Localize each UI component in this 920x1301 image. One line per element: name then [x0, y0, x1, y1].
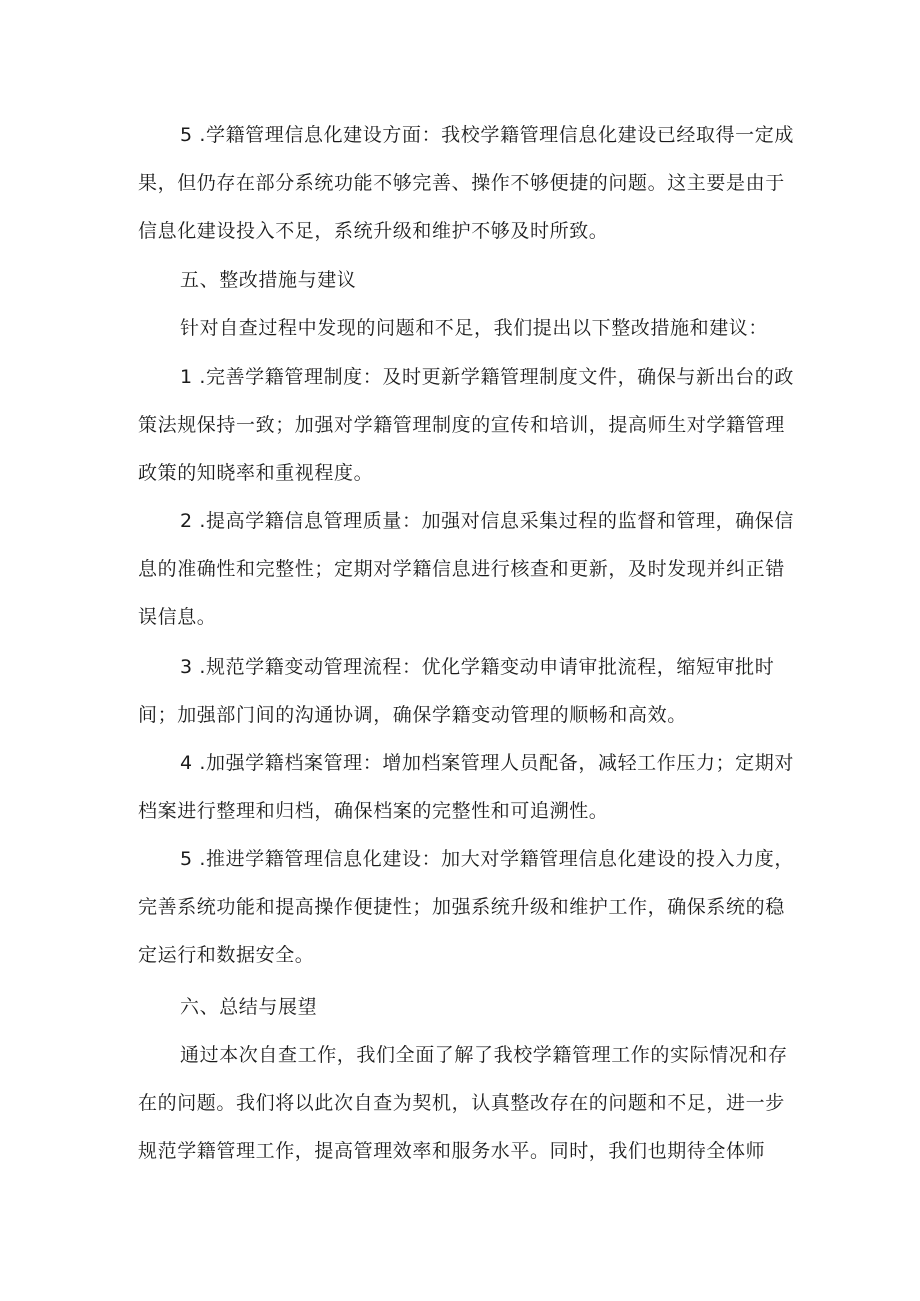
paragraph-summary: 通过本次自查工作，我们全面了解了我校学籍管理工作的实际情况和存在的问题。我们将以此次自查为契机，认真整改存在的问题和不足，进一步规范学籍管理工作，提高管理效率和服务水平。同时，我们也期待全体师 — [138, 1044, 788, 1162]
section-heading-rectification: 五、整改措施与建议 — [180, 269, 357, 291]
paragraph-measure-2: 2 .提高学籍信息管理质量：加强对信息采集过程的监督和管理，确保信息的准确性和完整性；定期对学籍信息进行核查和更新，及时发现并纠正错误信息。 — [138, 510, 794, 628]
paragraph-measure-5: 5 .推进学籍管理信息化建设：加大对学籍管理信息化建设的投入力度，完善系统功能和提高操作便捷性；加强系统升级和维护工作，确保系统的稳定运行和数据安全。 — [138, 848, 794, 966]
paragraph-measure-1: 1 .完善学籍管理制度：及时更新学籍管理制度文件，确保与新出台的政策法规保持一致；加强对学籍管理制度的宣传和培训，提高师生对学籍管理政策的知晓率和重视程度。 — [138, 366, 794, 484]
paragraph-informatization-status: 5 .学籍管理信息化建设方面：我校学籍管理信息化建设已经取得一定成果，但仍存在部分系统功能不够完善、操作不够便捷的问题。这主要是由于信息化建设投入不足，系统升级和维护不够及时所致。 — [138, 124, 794, 242]
paragraph-measure-4: 4 .加强学籍档案管理：增加档案管理人员配备，减轻工作压力；定期对档案进行整理和归档，确保档案的完整性和可追溯性。 — [138, 752, 794, 822]
section-heading-summary: 六、总结与展望 — [180, 996, 318, 1018]
paragraph-rectification-intro: 针对自查过程中发现的问题和不足，我们提出以下整改措施和建议： — [180, 317, 769, 339]
paragraph-measure-3: 3 .规范学籍变动管理流程：优化学籍变动申请审批流程，缩短审批时间；加强部门间的沟通协调，确保学籍变动管理的顺畅和高效。 — [138, 656, 775, 726]
